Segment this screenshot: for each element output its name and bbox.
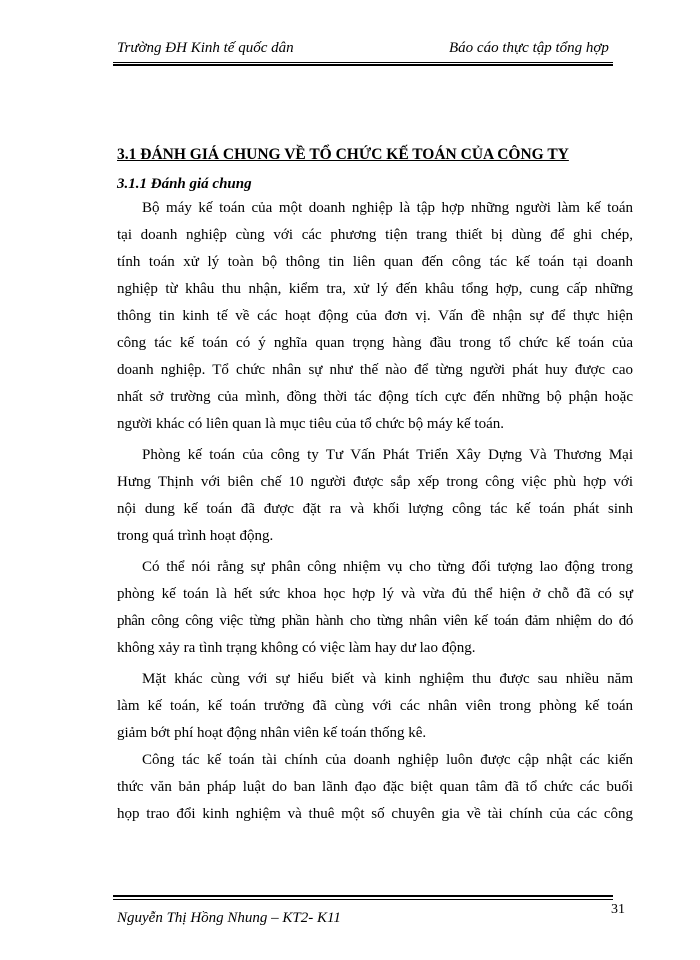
body-line: giảm bớt phí hoạt động nhân viên kế toán thống kê. — [117, 725, 427, 741]
body-line: không xảy ra tình trạng không có việc làm hay dư lao động. — [117, 640, 476, 656]
body-line: phòng kế toán là hết sức khoa học hợp lý và vừa đủ thể hiện ở chỗ đã có sự — [117, 586, 633, 602]
body-line: trong quá trình hoạt động. — [117, 528, 274, 544]
header-rule — [113, 62, 613, 63]
body-line: nội dung kế toán đã được đặt ra và khối lượng công tác kế toán phát sinh — [117, 501, 633, 517]
body-line: tính toán xử lý toàn bộ thông tin liên quan đến công tác kế toán tại doanh — [117, 254, 633, 270]
body-line: thông tin kinh tế về các hoạt động của đơn vị. Vấn đề nhận sự để thực hiện — [117, 308, 633, 324]
body-line: họp trao đổi kinh nghiệm và thuê một số chuyên gia về tài chính của các công — [117, 806, 633, 822]
header-school: Trường ĐH Kinh tế quốc dân — [117, 40, 294, 56]
body-line: người khác có liên quan là mục tiêu của tổ chức bộ máy kế toán. — [117, 416, 504, 432]
body-line: tại doanh nghiệp cùng với các phương tiện trang thiết bị dùng để ghi chép, — [117, 227, 633, 243]
footer-rule-thick — [113, 895, 613, 897]
body-line: phân công công việc từng phần hành cho từng nhân viên kế toán đảm nhiệm do đó — [117, 613, 633, 629]
header-report-title: Báo cáo thực tập tổng hợp — [449, 40, 609, 56]
body-line: nhất sở trường của mình, đồng thời tác động tích cực đến những bộ phận hoặc — [117, 389, 633, 405]
body-line: Mặt khác cùng với sự hiểu biết và kinh nghiệm thu được sau nhiều năm — [142, 671, 633, 687]
body-line: Phòng kế toán của công ty Tư Vấn Phát Triển Xây Dựng Và Thương Mại — [142, 447, 633, 463]
body-line: doanh nghiệp. Tổ chức nhân sự như thế nào để từng người phát huy được cao — [117, 362, 633, 378]
body-line: Có thể nói rằng sự phân công nhiệm vụ cho từng đối tượng lao động trong — [142, 559, 633, 575]
section-heading: 3.1 ĐÁNH GIÁ CHUNG VỀ TỔ CHỨC KẾ TOÁN CỦA CÔNG TY — [117, 146, 569, 163]
subsection-heading: 3.1.1 Đánh giá chung — [117, 176, 252, 192]
body-line: Hưng Thịnh với biên chế 10 người được sắp xếp trong công việc phù hợp với — [117, 474, 633, 490]
header-rule-thick — [113, 64, 613, 66]
body-line: Bộ máy kế toán của một doanh nghiệp là tập hợp những người làm kế toán — [142, 200, 633, 216]
footer-author: Nguyễn Thị Hồng Nhung – KT2- K11 — [117, 910, 341, 926]
body-line: làm kế toán, kế toán trưởng đã cùng với các nhân viên trong phòng kế toán — [117, 698, 633, 714]
body-line: nghiệp từ khâu thu nhận, kiểm tra, xử lý đến khâu tổng hợp, cung cấp những — [117, 281, 633, 297]
body-line: Công tác kế toán tài chính của doanh nghiệp luôn được cập nhật các kiến — [142, 752, 633, 768]
footer-rule — [113, 899, 613, 900]
body-line: thức văn bản pháp luật do ban lãnh đạo đặc biệt quan tâm đã tổ chức các buổi — [117, 779, 633, 795]
body-line: công tác kế toán có ý nghĩa quan trọng hàng đầu trong tổ chức kế toán của — [117, 335, 633, 351]
page-number: 31 — [611, 902, 625, 917]
